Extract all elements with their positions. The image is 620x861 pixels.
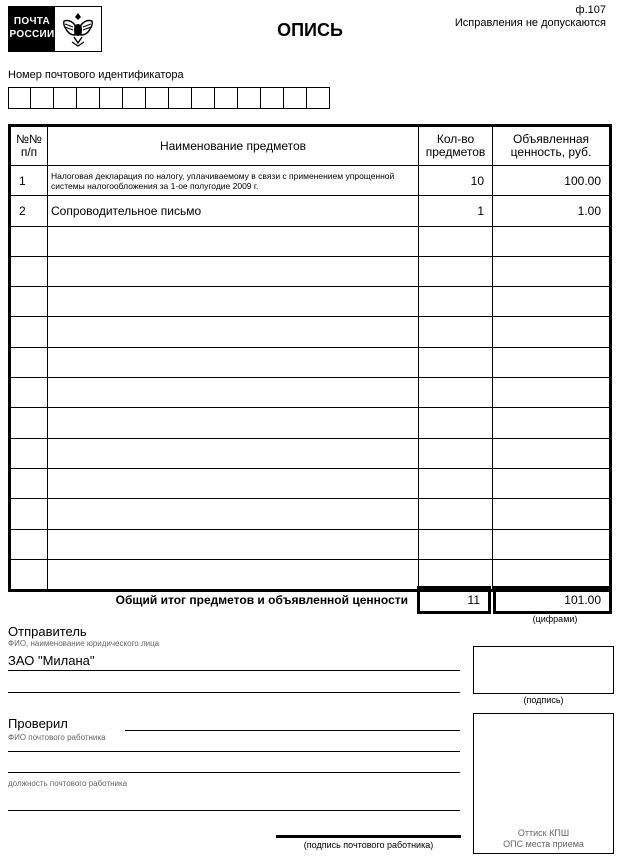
empty-cell[interactable]	[11, 348, 47, 377]
checked-line[interactable]	[125, 730, 460, 731]
empty-cell[interactable]	[47, 560, 418, 589]
header-qty: Кол-во предметов	[418, 127, 492, 165]
clerk-position-hint: должность почтового работника	[8, 779, 128, 788]
header-num: №№ п/п	[16, 132, 42, 159]
sender-line-1	[8, 670, 460, 671]
row-num: 2	[19, 203, 26, 218]
items-table	[8, 124, 612, 592]
logo-line-2: РОССИИ	[9, 29, 55, 40]
tracking-digit-box[interactable]	[77, 87, 100, 109]
empty-cell[interactable]	[11, 499, 47, 528]
table-row	[11, 468, 609, 498]
total-qty: 11	[417, 586, 491, 614]
empty-cell[interactable]	[47, 408, 418, 437]
table-header-row	[11, 127, 609, 165]
empty-cell[interactable]	[418, 257, 492, 286]
empty-cell[interactable]	[418, 317, 492, 346]
sender-label: Отправитель	[8, 624, 87, 639]
empty-cell[interactable]	[47, 348, 418, 377]
tracking-digit-box[interactable]	[307, 87, 330, 109]
table-row	[11, 498, 609, 528]
empty-cell[interactable]	[418, 439, 492, 468]
empty-cell[interactable]	[418, 408, 492, 437]
empty-cell[interactable]	[418, 348, 492, 377]
empty-cell[interactable]	[47, 317, 418, 346]
tracking-digit-box[interactable]	[123, 87, 146, 109]
table-row	[11, 559, 609, 589]
table-row	[11, 195, 609, 225]
empty-cell[interactable]	[418, 530, 492, 559]
page-title: ОПИСЬ	[277, 20, 343, 40]
clerk-line-1[interactable]	[8, 751, 460, 752]
table-row	[11, 529, 609, 559]
row-qty: 1	[418, 196, 492, 225]
empty-cell[interactable]	[418, 469, 492, 498]
form-code: ф.107	[575, 4, 606, 16]
empty-cell[interactable]	[11, 227, 47, 256]
empty-cell[interactable]	[418, 499, 492, 528]
logo-line-1: ПОЧТА	[13, 16, 51, 27]
tracking-number-boxes[interactable]	[8, 87, 330, 109]
empty-cell[interactable]	[11, 530, 47, 559]
table-row	[11, 286, 609, 316]
table-row	[11, 256, 609, 286]
clerk-signature-note: (подпись почтового работника)	[303, 840, 434, 850]
total-value: 101.00	[493, 586, 612, 614]
row-qty: 10	[418, 166, 492, 195]
empty-cell[interactable]	[11, 317, 47, 346]
tracking-digit-box[interactable]	[31, 87, 54, 109]
empty-cell[interactable]	[47, 257, 418, 286]
empty-cell[interactable]	[47, 439, 418, 468]
table-row	[11, 347, 609, 377]
empty-cell[interactable]	[492, 439, 609, 468]
tracking-digit-box[interactable]	[238, 87, 261, 109]
tracking-digit-box[interactable]	[54, 87, 77, 109]
empty-cell[interactable]	[11, 408, 47, 437]
empty-cell[interactable]	[11, 378, 47, 407]
tracking-digit-box[interactable]	[146, 87, 169, 109]
header-value: Объявленная ценность, руб.	[492, 127, 609, 165]
tracking-digit-box[interactable]	[261, 87, 284, 109]
clerk-position-line[interactable]	[8, 810, 460, 811]
table-row	[11, 316, 609, 346]
table-row	[11, 438, 609, 468]
empty-cell[interactable]	[47, 499, 418, 528]
empty-cell[interactable]	[492, 560, 609, 589]
empty-cell[interactable]	[418, 378, 492, 407]
empty-cell[interactable]	[492, 378, 609, 407]
empty-cell[interactable]	[418, 287, 492, 316]
tracking-digit-box[interactable]	[100, 87, 123, 109]
checked-label: Проверил	[8, 716, 68, 731]
sender-line-2	[8, 692, 460, 693]
digits-note: (цифрами)	[532, 614, 578, 624]
row-num: 1	[19, 173, 26, 188]
empty-cell[interactable]	[11, 439, 47, 468]
stamp-line-2: ОПС места приема	[503, 839, 584, 849]
clerk-line-2[interactable]	[8, 772, 460, 773]
clerk-name-hint: ФИО почтового работника	[8, 733, 106, 742]
tracking-digit-box[interactable]	[8, 87, 31, 109]
empty-cell[interactable]	[492, 287, 609, 316]
empty-cell[interactable]	[11, 469, 47, 498]
empty-cell[interactable]	[11, 560, 47, 589]
tracking-digit-box[interactable]	[215, 87, 238, 109]
row-name: Налоговая декларация по налогу, уплачиваемому в связи с применением упрощенной системы налогообложения за 1-ое полугодие 2009 г.	[47, 166, 418, 195]
table-row	[11, 377, 609, 407]
row-value: 1.00	[492, 196, 609, 225]
empty-cell[interactable]	[492, 530, 609, 559]
empty-cell[interactable]	[418, 560, 492, 589]
table-row	[11, 407, 609, 437]
empty-cell[interactable]	[492, 348, 609, 377]
header-name: Наименование предметов	[47, 127, 418, 165]
empty-cell[interactable]	[492, 499, 609, 528]
empty-cell[interactable]	[492, 317, 609, 346]
empty-cell[interactable]	[492, 227, 609, 256]
empty-cell[interactable]	[47, 530, 418, 559]
stamp-text	[473, 828, 614, 850]
empty-cell[interactable]	[47, 469, 418, 498]
empty-cell[interactable]	[11, 257, 47, 286]
empty-cell[interactable]	[492, 408, 609, 437]
tracking-digit-box[interactable]	[192, 87, 215, 109]
tracking-digit-box[interactable]	[169, 87, 192, 109]
empty-cell[interactable]	[418, 227, 492, 256]
row-name: Сопроводительное письмо	[47, 196, 418, 225]
empty-cell[interactable]	[11, 287, 47, 316]
sender-hint: ФИО, наименование юридического лица	[8, 639, 160, 648]
empty-cell[interactable]	[47, 227, 418, 256]
tracking-digit-box[interactable]	[284, 87, 307, 109]
signature-note: (подпись)	[523, 695, 564, 705]
empty-cell[interactable]	[47, 287, 418, 316]
empty-cell[interactable]	[492, 257, 609, 286]
table-row	[11, 165, 609, 195]
empty-cell[interactable]	[492, 469, 609, 498]
total-label: Общий итог предметов и объявленной ценности	[115, 593, 408, 607]
stamp-line-1: Оттиск КПШ	[517, 828, 570, 838]
table-row	[11, 226, 609, 256]
sender-signature-box[interactable]	[473, 646, 614, 694]
empty-cell[interactable]	[47, 378, 418, 407]
row-value: 100.00	[492, 166, 609, 195]
clerk-signature-line[interactable]	[276, 835, 461, 838]
sender-name-field[interactable]: ЗАО "Милана"	[8, 653, 95, 668]
no-corrections-note: Исправления не допускаются	[454, 17, 606, 29]
tracking-number-label: Номер почтового идентификатора	[8, 69, 184, 81]
